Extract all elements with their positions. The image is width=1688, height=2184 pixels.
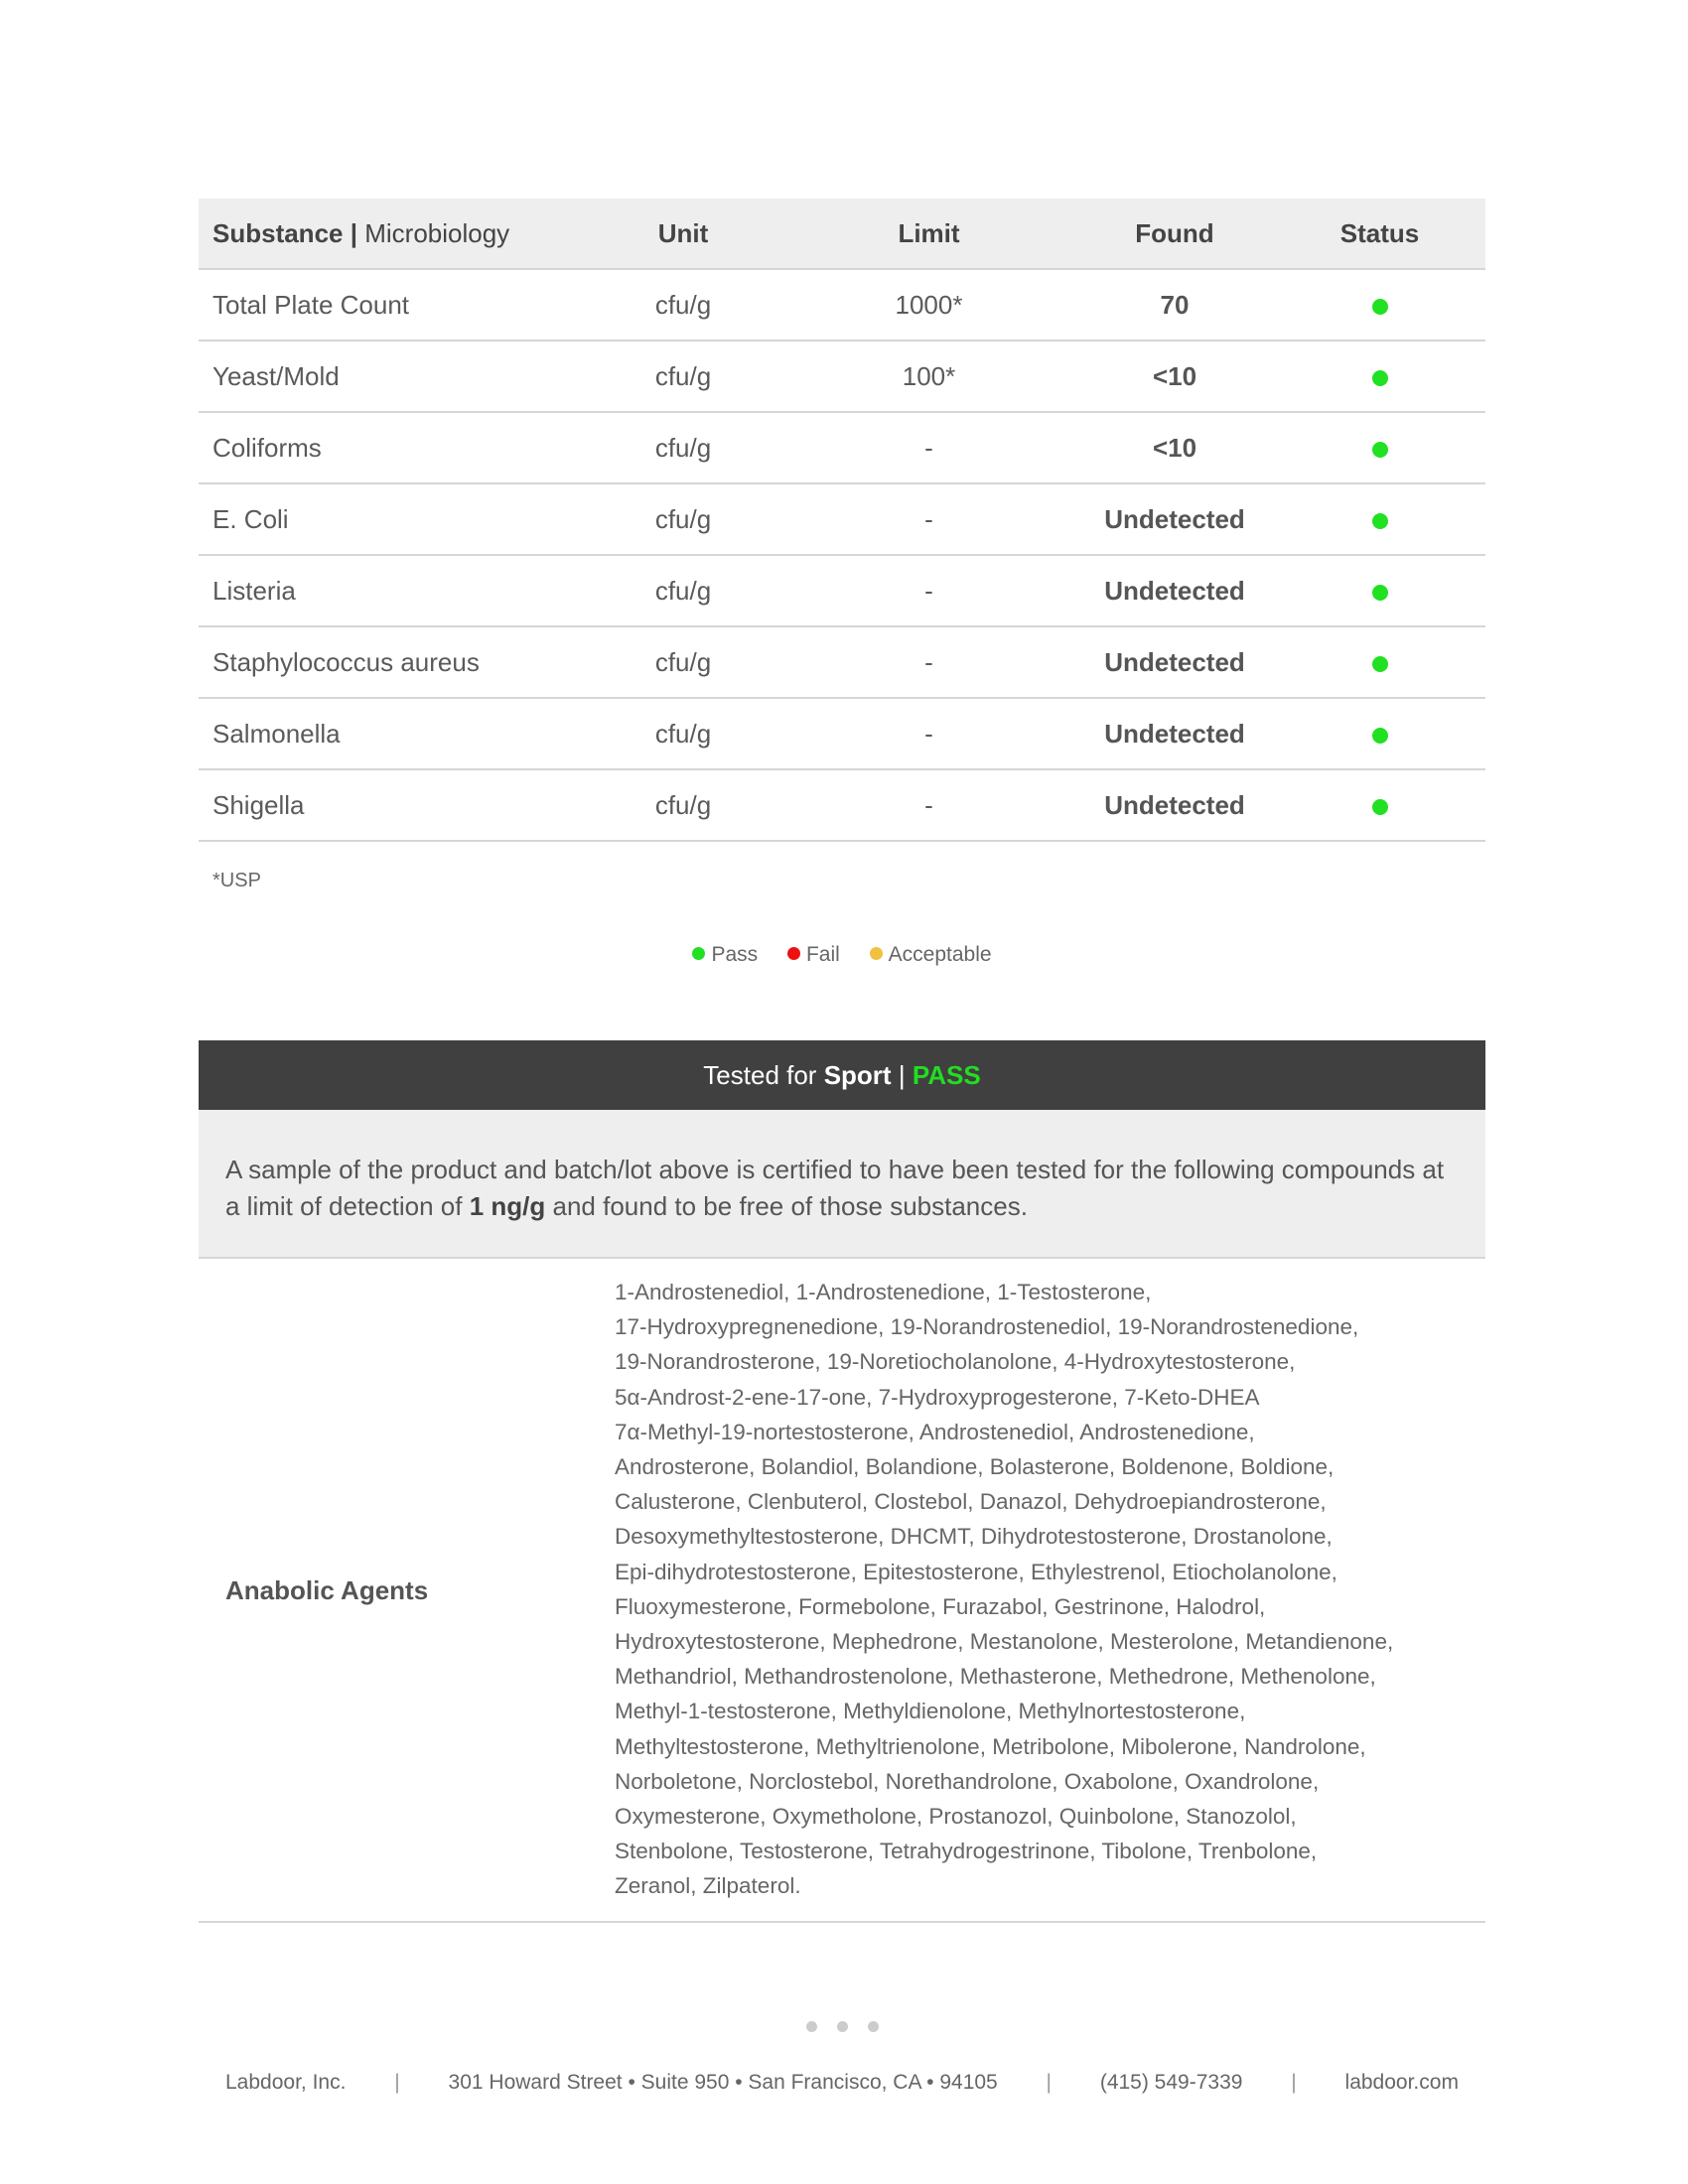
- status-cell: [1274, 341, 1485, 412]
- anabolic-agents-line: Epi-dihydrotestosterone, Epitestosterone, Ethylestrenol, Etiocholanolone,: [615, 1559, 1337, 1584]
- page-footer: [199, 2071, 1485, 2095]
- legend-pass: [692, 943, 758, 967]
- anabolic-agents-line: 17-Hydroxypregnenedione, 19-Norandrostenediol, 19-Norandrostenedione,: [615, 1314, 1359, 1340]
- status-cell: [1274, 555, 1485, 626]
- status-cell: [1274, 483, 1485, 555]
- table-row: [199, 483, 1485, 555]
- status-cell: [1274, 269, 1485, 341]
- footer-company: Labdoor, Inc.: [225, 2071, 347, 2094]
- unit-cell: cfu/g: [584, 555, 782, 626]
- unit-cell: cfu/g: [584, 412, 782, 483]
- anabolic-agents-line: 19-Norandrosterone, 19-Noretiocholanolone, 4-Hydroxytestosterone,: [615, 1349, 1296, 1375]
- status-pass-dot-icon: [1372, 513, 1388, 529]
- anabolic-agents-list: [615, 1275, 1488, 1904]
- found-cell: Undetected: [1075, 555, 1274, 626]
- unit-cell: cfu/g: [584, 769, 782, 841]
- page-dot-icon: [806, 2021, 817, 2032]
- anabolic-agents-label: Anabolic Agents: [225, 1575, 429, 1605]
- sport-desc-text: A sample of the product and batch/lot above is certified to have been tested for the following compounds at a limit of detection of: [225, 1155, 1445, 1221]
- page-dot-icon: [868, 2021, 879, 2032]
- status-header: Status: [1274, 199, 1485, 269]
- found-cell: Undetected: [1075, 483, 1274, 555]
- anabolic-agents-line: Stenbolone, Testosterone, Tetrahydrogestrinone, Tibolone, Trenbolone,: [615, 1839, 1318, 1864]
- substance-header: Substance | Microbiology: [199, 199, 584, 269]
- status-cell: [1274, 698, 1485, 769]
- found-cell: Undetected: [1075, 626, 1274, 698]
- status-cell: [1274, 412, 1485, 483]
- substance-cell: Coliforms: [199, 412, 584, 483]
- sport-desc-text-end: and found to be free of those substances.: [552, 1191, 1028, 1221]
- legend-pass-label: Pass: [711, 943, 759, 966]
- table-row: [199, 412, 1485, 483]
- table-row: [199, 555, 1485, 626]
- status-pass-dot-icon: [1372, 656, 1388, 672]
- status-pass-dot-icon: [1372, 585, 1388, 601]
- found-header: Found: [1075, 199, 1274, 269]
- anabolic-agents-line: Calusterone, Clenbuterol, Clostebol, Danazol, Dehydroepiandrosterone,: [615, 1489, 1327, 1515]
- limit-cell: -: [782, 483, 1075, 555]
- anabolic-agents-line: Methandriol, Methandrostenolone, Methasterone, Methedrone, Methenolone,: [615, 1664, 1376, 1690]
- page-dot-icon: [837, 2021, 848, 2032]
- status-cell: [1274, 769, 1485, 841]
- limit-cell: -: [782, 412, 1075, 483]
- found-cell: <10: [1075, 412, 1274, 483]
- substance-cell: Total Plate Count: [199, 269, 584, 341]
- legend-acceptable: [870, 943, 992, 967]
- sport-label: Sport: [823, 1060, 892, 1090]
- table-body: [199, 269, 1485, 841]
- footer-separator: |: [394, 2071, 400, 2094]
- footer-separator: |: [1046, 2071, 1053, 2094]
- anabolic-agents-line: Methyl-1-testosterone, Methyldienolone, Methylnortestosterone,: [615, 1699, 1246, 1724]
- table-header-row: [199, 199, 1485, 269]
- status-pass-dot-icon: [1372, 299, 1388, 315]
- sport-divider: |: [898, 1060, 906, 1090]
- sport-test-header: [199, 1040, 1485, 1110]
- status-pass-dot-icon: [1372, 799, 1388, 815]
- status-pass-dot-icon: [1372, 442, 1388, 458]
- table-row: [199, 698, 1485, 769]
- sport-description: [199, 1110, 1485, 1259]
- legend-acceptable-label: Acceptable: [888, 943, 992, 966]
- footer-address: 301 Howard Street • Suite 950 • San Francisco, CA • 94105: [448, 2071, 998, 2094]
- anabolic-agents-line: 1-Androstenediol, 1-Androstenedione, 1-Testosterone,: [615, 1280, 1152, 1304]
- found-cell: Undetected: [1075, 698, 1274, 769]
- found-cell: 70: [1075, 269, 1274, 341]
- table-row: [199, 769, 1485, 841]
- anabolic-agents-line: 5α-Androst-2-ene-17-one, 7-Hydroxyprogesterone, 7-Keto-DHEA: [615, 1384, 1260, 1410]
- anabolic-agents-line: Desoxymethyltestosterone, DHCMT, Dihydrotestosterone, Drostanolone,: [615, 1524, 1333, 1550]
- legend-fail-label: Fail: [805, 943, 840, 966]
- anabolic-agents-line: Androsterone, Bolandiol, Bolandione, Bolasterone, Boldenone, Boldione,: [615, 1454, 1335, 1480]
- substance-cell: Staphylococcus aureus: [199, 626, 584, 698]
- unit-cell: cfu/g: [584, 698, 782, 769]
- anabolic-agents-section: [199, 1261, 1485, 1923]
- status-pass-dot-icon: [1372, 370, 1388, 386]
- limit-cell: -: [782, 769, 1075, 841]
- unit-cell: cfu/g: [584, 483, 782, 555]
- detection-limit: 1 ng/g: [469, 1191, 546, 1221]
- substance-cell: Yeast/Mold: [199, 341, 584, 412]
- category-label: Microbiology: [364, 217, 510, 248]
- status-pass-dot-icon: [1372, 728, 1388, 744]
- anabolic-agents-line: Methyltestosterone, Methyltrienolone, Metribolone, Mibolerone, Nandrolone,: [615, 1733, 1366, 1759]
- anabolic-agents-line: Zeranol, Zilpaterol.: [615, 1873, 801, 1899]
- status-legend: [199, 943, 1485, 967]
- unit-cell: cfu/g: [584, 269, 782, 341]
- substance-cell: E. Coli: [199, 483, 584, 555]
- substance-cell: Listeria: [199, 555, 584, 626]
- limit-header: Limit: [782, 199, 1075, 269]
- anabolic-agents-line: Fluoxymesterone, Formebolone, Furazabol, Gestrinone, Halodrol,: [615, 1593, 1266, 1619]
- anabolic-agents-line: Norboletone, Norclostebol, Norethandrolone, Oxabolone, Oxandrolone,: [615, 1768, 1320, 1794]
- usp-footnote: *USP: [212, 870, 261, 891]
- sport-prefix: Tested for: [703, 1060, 817, 1090]
- legend-fail: [787, 943, 840, 967]
- status-cell: [1274, 626, 1485, 698]
- limit-cell: 1000*: [782, 269, 1075, 341]
- substance-cell: Shigella: [199, 769, 584, 841]
- found-cell: Undetected: [1075, 769, 1274, 841]
- table-row: [199, 269, 1485, 341]
- pass-dot-icon: [692, 947, 705, 960]
- substance-header-label: Substance: [212, 217, 344, 248]
- unit-header: Unit: [584, 199, 782, 269]
- table-row: [199, 341, 1485, 412]
- table-row: [199, 626, 1485, 698]
- unit-cell: cfu/g: [584, 341, 782, 412]
- found-cell: <10: [1075, 341, 1274, 412]
- unit-cell: cfu/g: [584, 626, 782, 698]
- footer-phone: (415) 549-7339: [1099, 2071, 1243, 2094]
- limit-cell: -: [782, 626, 1075, 698]
- pagination-dots: [199, 2019, 1485, 2037]
- fail-dot-icon: [787, 947, 800, 960]
- sport-result: PASS: [912, 1060, 981, 1090]
- limit-cell: 100*: [782, 341, 1075, 412]
- anabolic-agents-line: Oxymesterone, Oxymetholone, Prostanozol, Quinbolone, Stanozolol,: [615, 1804, 1297, 1830]
- footer-separator: |: [1291, 2071, 1297, 2094]
- microbiology-table: [199, 199, 1485, 842]
- limit-cell: -: [782, 555, 1075, 626]
- anabolic-agents-line: Hydroxytestosterone, Mephedrone, Mestanolone, Mesterolone, Metandienone,: [615, 1629, 1394, 1655]
- limit-cell: -: [782, 698, 1075, 769]
- anabolic-agents-line: 7α-Methyl-19-nortestosterone, Androstenediol, Androstenedione,: [615, 1419, 1255, 1444]
- footer-website[interactable]: labdoor.com: [1344, 2071, 1459, 2094]
- substance-cell: Salmonella: [199, 698, 584, 769]
- acceptable-dot-icon: [870, 947, 883, 960]
